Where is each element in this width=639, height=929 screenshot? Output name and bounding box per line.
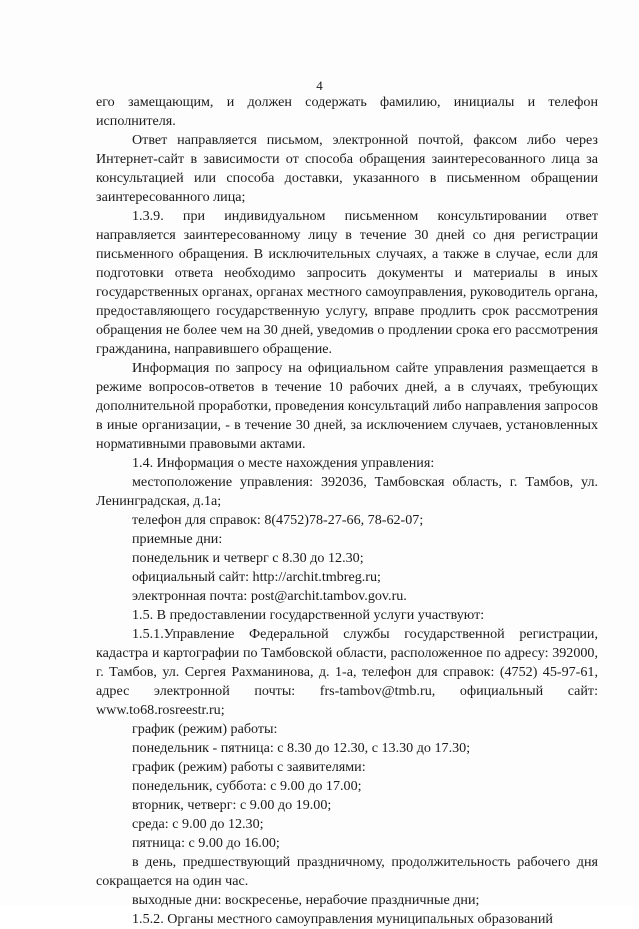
- paragraph: график (режим) работы:: [132, 721, 278, 737]
- paragraph: выходные дни: воскресенье, нерабочие праздничные дни;: [132, 892, 480, 908]
- paragraph: график (режим) работы с заявителями:: [132, 759, 366, 775]
- paragraph: официальный сайт: http://archit.tmbreg.ru;: [132, 569, 381, 585]
- body-text: [96, 93, 598, 929]
- paragraph: 1.5.2. Органы местного самоуправления муниципальных образований: [132, 911, 553, 927]
- paragraph: 1.5. В предоставлении государственной услуги участвуют:: [132, 607, 485, 623]
- paragraph: его замещающим, и должен содержать фамилию, инициалы и телефон исполнителя.: [96, 94, 598, 129]
- paragraph: среда: с 9.00 до 12.30;: [132, 816, 264, 832]
- paragraph: пятница: с 9.00 до 16.00;: [132, 835, 280, 851]
- paragraph: вторник, четверг: с 9.00 до 19.00;: [132, 797, 332, 813]
- paragraph: понедельник, суббота: с 9.00 до 17.00;: [132, 778, 362, 794]
- paragraph: Ответ направляется письмом, электронной почтой, факсом либо через Интернет-сайт в зависимости от способа обращения заинтересованного лица за консультацией или способа доставки, указанного в письменном обращении заинтересованного лица;: [96, 132, 598, 205]
- paragraph: 1.4. Информация о месте нахождения управления:: [132, 455, 435, 471]
- page-number: 4: [316, 78, 323, 93]
- paragraph: телефон для справок: 8(4752)78-27-66, 78-62-07;: [132, 512, 424, 528]
- paragraph: электронная почта: post@archit.tambov.gov.ru.: [132, 588, 407, 604]
- paragraph: приемные дни:: [132, 531, 223, 547]
- paragraph: понедельник и четверг с 8.30 до 12.30;: [132, 550, 364, 566]
- paragraph: 1.3.9. при индивидуальном письменном консультировании ответ направляется заинтересованному лицу в течение 30 дней со дня регистрации письменного обращения. В исключительных случаях, а также в случае, если для подготовки ответа необходимо запросить документы и материалы в иных государственных органах, органах местного самоуправления, руководитель органа, предоставляющего государственную услугу, вправе продлить срок рассмотрения обращения не более чем на 30 дней, уведомив о продлении срока его рассмотрения гражданина, направившего обращение.: [96, 208, 598, 357]
- paragraph: 1.5.1.Управление Федеральной службы государственной регистрации, кадастра и картографии по Тамбовской области, расположенное по адресу: 392000, г. Тамбов, ул. Сергея Рахманинова, д. 1-а, телефон для справок: (4752) 45-97-61, адрес электронной почты: frs-tambov@tmb.ru, официальный сайт: www.to68.rosreestr.ru;: [96, 626, 598, 718]
- paragraph: в день, предшествующий праздничному, продолжительность рабочего дня сокращается на один час.: [96, 854, 598, 889]
- paragraph: понедельник - пятница: с 8.30 до 12.30, с 13.30 до 17.30;: [132, 740, 471, 756]
- paragraph: местоположение управления: 392036, Тамбовская область, г. Тамбов, ул. Ленинградская, д.1а;: [96, 474, 598, 509]
- paragraph: Информация по запросу на официальном сайте управления размещается в режиме вопросов-ответов в течение 10 рабочих дней, а в случаях, требующих дополнительной проработки, проведения консультаций либо направления запросов в иные организации, - в течение 30 дней, за исключением случаев, установленных нормативными правовыми актами.: [96, 360, 598, 452]
